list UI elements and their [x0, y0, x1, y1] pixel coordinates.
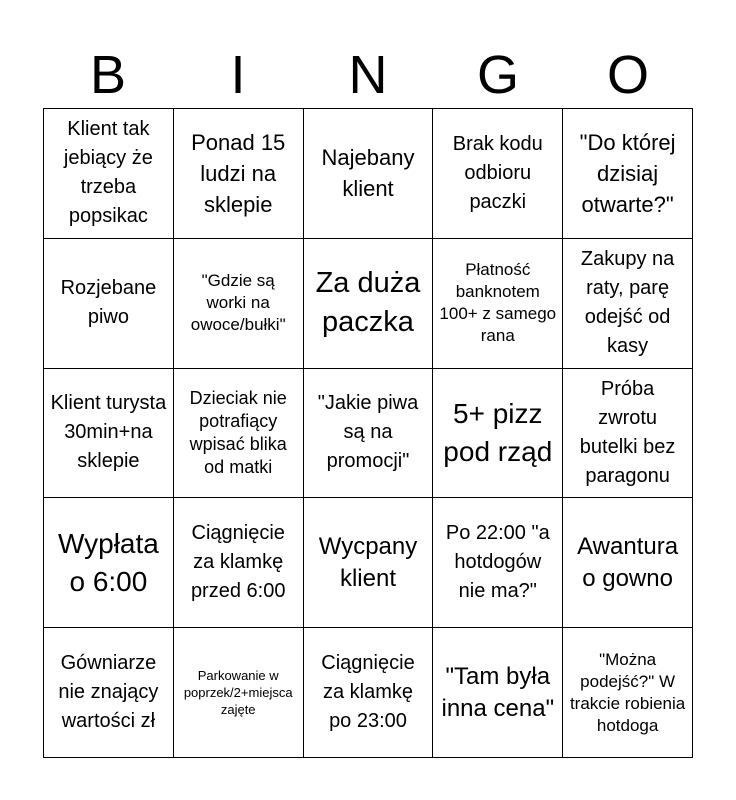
bingo-cell-r3c4[interactable] [433, 369, 563, 499]
bingo-cell-r5c1[interactable] [44, 628, 174, 758]
cell-text: Rozjebane piwo [60, 277, 157, 329]
bingo-cell-r4c5[interactable] [563, 498, 693, 628]
bingo-cell-r2c1[interactable] [44, 239, 174, 369]
cell-text: Klient turysta 30min+na sklepie [50, 392, 167, 473]
cell-text: "Tam była inna cena" [441, 662, 555, 722]
cell-text: Gówniarze nie znający wartości zł [58, 652, 159, 733]
bingo-cell-r4c4[interactable] [433, 498, 563, 628]
bingo-cell-r1c2[interactable] [174, 109, 304, 239]
bingo-cell-r4c1[interactable] [44, 498, 174, 628]
bingo-cell-r1c5[interactable] [563, 109, 693, 239]
cell-text: Wypłata o 6:00 [57, 527, 159, 597]
bingo-cell-r2c4[interactable] [433, 239, 563, 369]
cell-text: Próba zwrotu butelki bez paragonu [579, 377, 676, 487]
cell-text: Po 22:00 "a hotdogów nie ma?" [445, 522, 550, 603]
cell-text: Dzieciak nie potrafiący wpisać blika od matki [189, 387, 287, 477]
bingo-cell-r3c5[interactable] [563, 369, 693, 499]
bingo-cell-r5c4[interactable] [433, 628, 563, 758]
bingo-grid [43, 108, 693, 758]
bingo-cell-r1c1[interactable] [44, 109, 174, 239]
cell-text: Ciągnięcie za klamkę przed 6:00 [190, 522, 286, 603]
bingo-cell-r3c3[interactable] [304, 369, 434, 499]
cell-text: Awantura o gowno [577, 532, 679, 592]
bingo-cell-r5c3[interactable] [304, 628, 434, 758]
bingo-cell-r3c1[interactable] [44, 369, 174, 499]
cell-text: "Gdzie są worki na owoce/bułki" [190, 271, 286, 335]
cell-text: Brak kodu odbioru paczki [452, 132, 543, 213]
bingo-cell-r2c2[interactable] [174, 239, 304, 369]
bingo-cell-r2c3[interactable] [304, 239, 434, 369]
bingo-cell-r5c5[interactable] [563, 628, 693, 758]
bingo-cell-r5c2[interactable] [174, 628, 304, 758]
cell-text: 5+ pizz pod rząd [443, 397, 553, 467]
cell-text: Za duża paczka [315, 267, 421, 339]
header-letter-g: G [476, 45, 519, 105]
cell-text: Wycpany klient [318, 532, 418, 592]
bingo-cell-r1c4[interactable] [433, 109, 563, 239]
header-letter-b: B [89, 45, 127, 105]
bingo-cell-r4c2[interactable] [174, 498, 304, 628]
bingo-cell-r2c5[interactable] [563, 239, 693, 369]
cell-text: "Jakie piwa są na promocji" [317, 392, 419, 473]
bingo-cell-r3c2[interactable] [174, 369, 304, 499]
cell-text: "Można podejść?" W trakcie robienia hotdoga [569, 649, 686, 735]
bingo-header [43, 42, 693, 108]
bingo-cell-r1c3[interactable] [304, 109, 434, 239]
cell-text: Zakupy na raty, parę odejść od kasy [580, 248, 675, 358]
cell-text: Parkowanie w poprzek/2+miejsca zajęte [183, 668, 293, 718]
header-letter-i: I [230, 45, 246, 105]
cell-text: Płatność banknotem 100+ z samego rana [439, 260, 557, 346]
cell-text: "Do której dzisiaj otwarte?" [579, 129, 676, 217]
cell-text: Klient tak jebiący że trzeba popsikac [63, 118, 153, 228]
header-letter-o: O [606, 45, 649, 105]
cell-text: Ponad 15 ludzi na sklepie [191, 129, 286, 217]
header-letter-n: N [348, 45, 388, 105]
bingo-cell-r4c3[interactable] [304, 498, 434, 628]
cell-text: Najebany klient [321, 145, 415, 202]
cell-text: Ciągnięcie za klamkę po 23:00 [321, 652, 415, 733]
